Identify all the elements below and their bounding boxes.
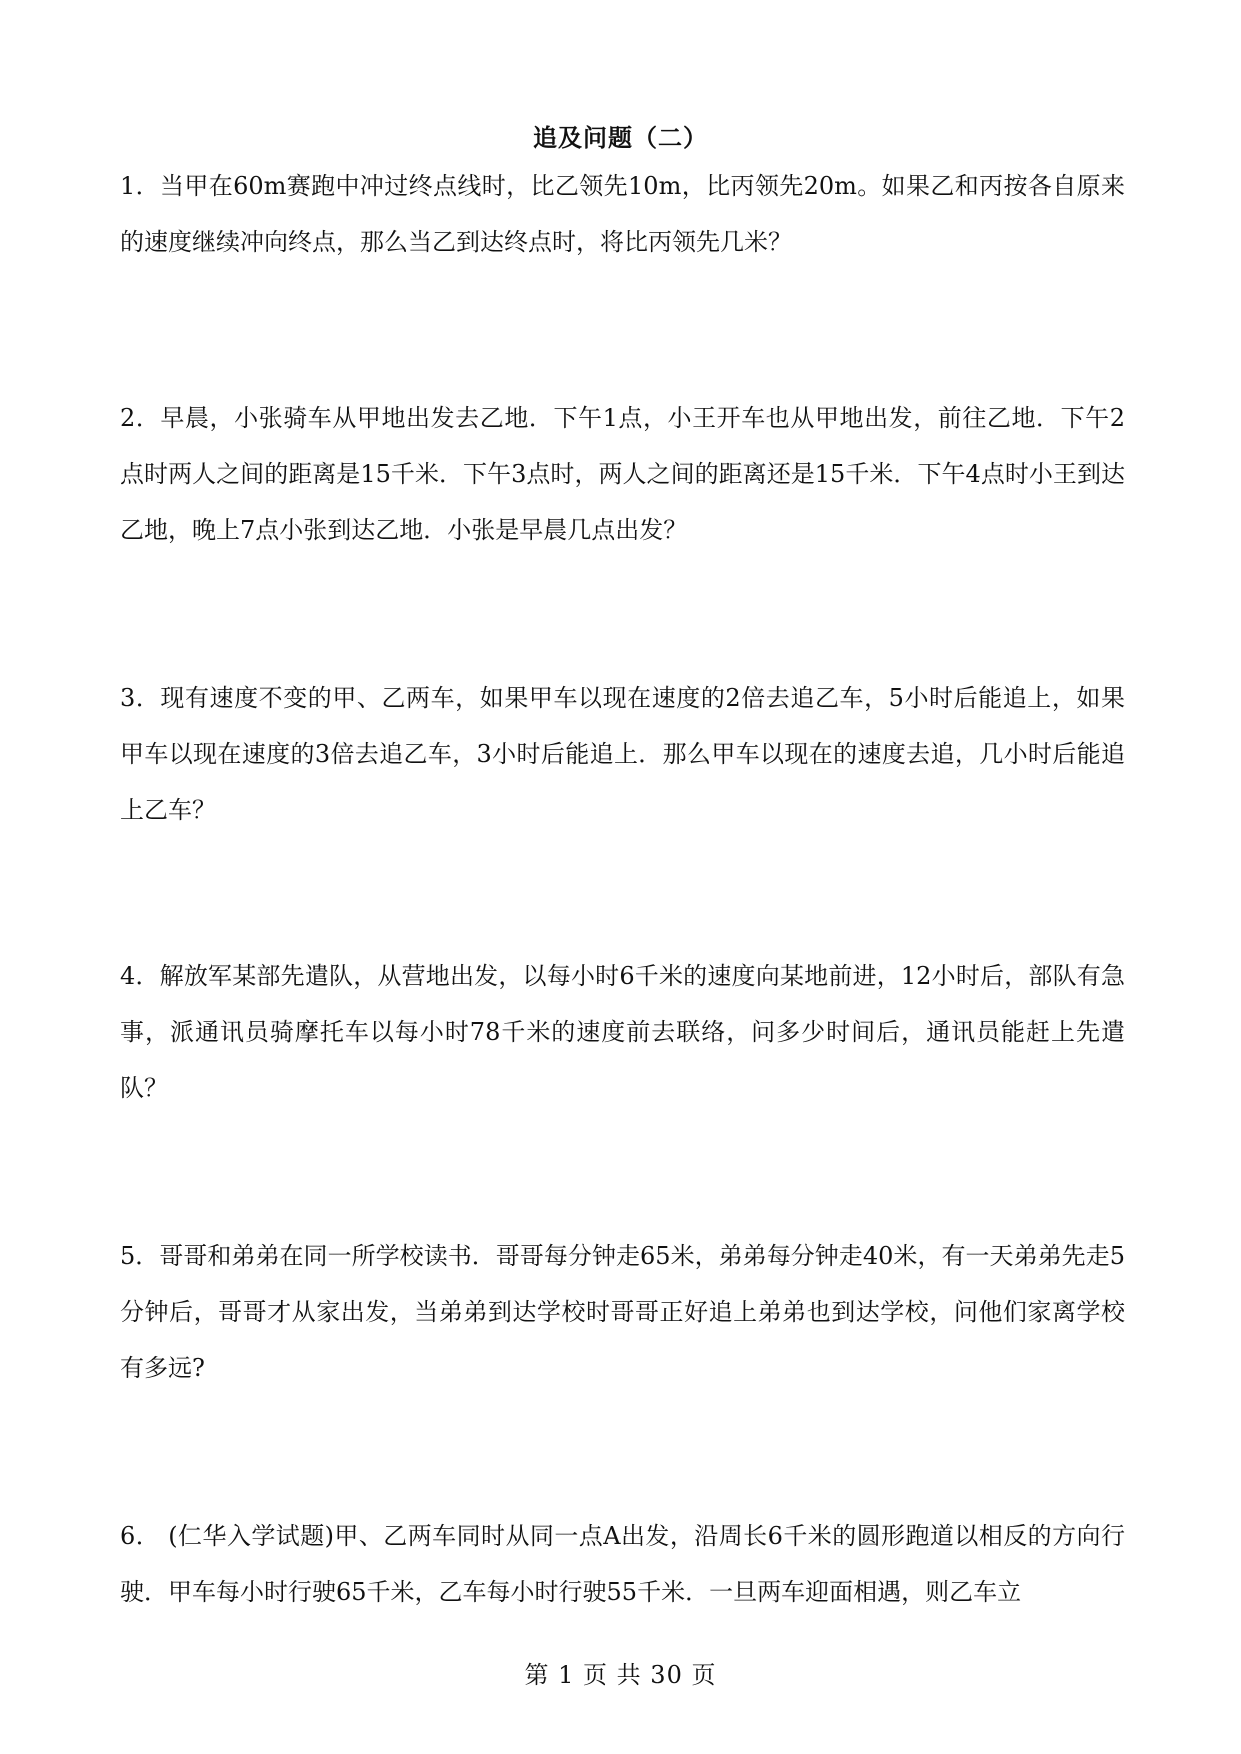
problem-5: 5．哥哥和弟弟在同一所学校读书．哥哥每分钟走65米，弟弟每分钟走40米，有一天弟弟先走5分钟后，哥哥才从家出发，当弟弟到达学校时哥哥正好追上弟弟也到达学校，问他们家离学校有多远? xyxy=(120,1242,1125,1382)
page-footer: 第 1 页 共 30 页 xyxy=(524,1661,717,1689)
problem-1: 1．当甲在60m赛跑中冲过终点线时，比乙领先10m，比丙领先20m。如果乙和丙按各自原来的速度继续冲向终点，那么当乙到达终点时，将比丙领先几米？ xyxy=(120,172,1125,256)
page-title: 追及问题（二） xyxy=(533,123,708,152)
problem-6: 6． (仁华入学试题)甲、乙两车同时从同一点A出发，沿周长6千米的圆形跑道以相反的方向行驶．甲车每小时行驶65千米，乙车每小时行驶55千米．一旦两车迎面相遇，则乙车立 xyxy=(120,1522,1125,1606)
problem-3: 3．现有速度不变的甲、乙两车，如果甲车以现在速度的2倍去追乙车，5小时后能追上，如果甲车以现在速度的3倍去追乙车，3小时后能追上．那么甲车以现在的速度去追，几小时后能追上乙车？ xyxy=(120,684,1125,824)
problem-4: 4．解放军某部先遣队，从营地出发，以每小时6千米的速度向某地前进，12小时后，部队有急事，派通讯员骑摩托车以每小时78千米的速度前去联络，问多少时间后，通讯员能赶上先遣队？ xyxy=(120,962,1125,1102)
problem-2: 2．早晨，小张骑车从甲地出发去乙地．下午1点，小王开车也从甲地出发，前往乙地．下午2点时两人之间的距离是15千米．下午3点时，两人之间的距离还是15千米．下午4点时小王到达乙地，晚上7点小张到达乙地．小张是早晨几点出发？ xyxy=(120,404,1125,544)
